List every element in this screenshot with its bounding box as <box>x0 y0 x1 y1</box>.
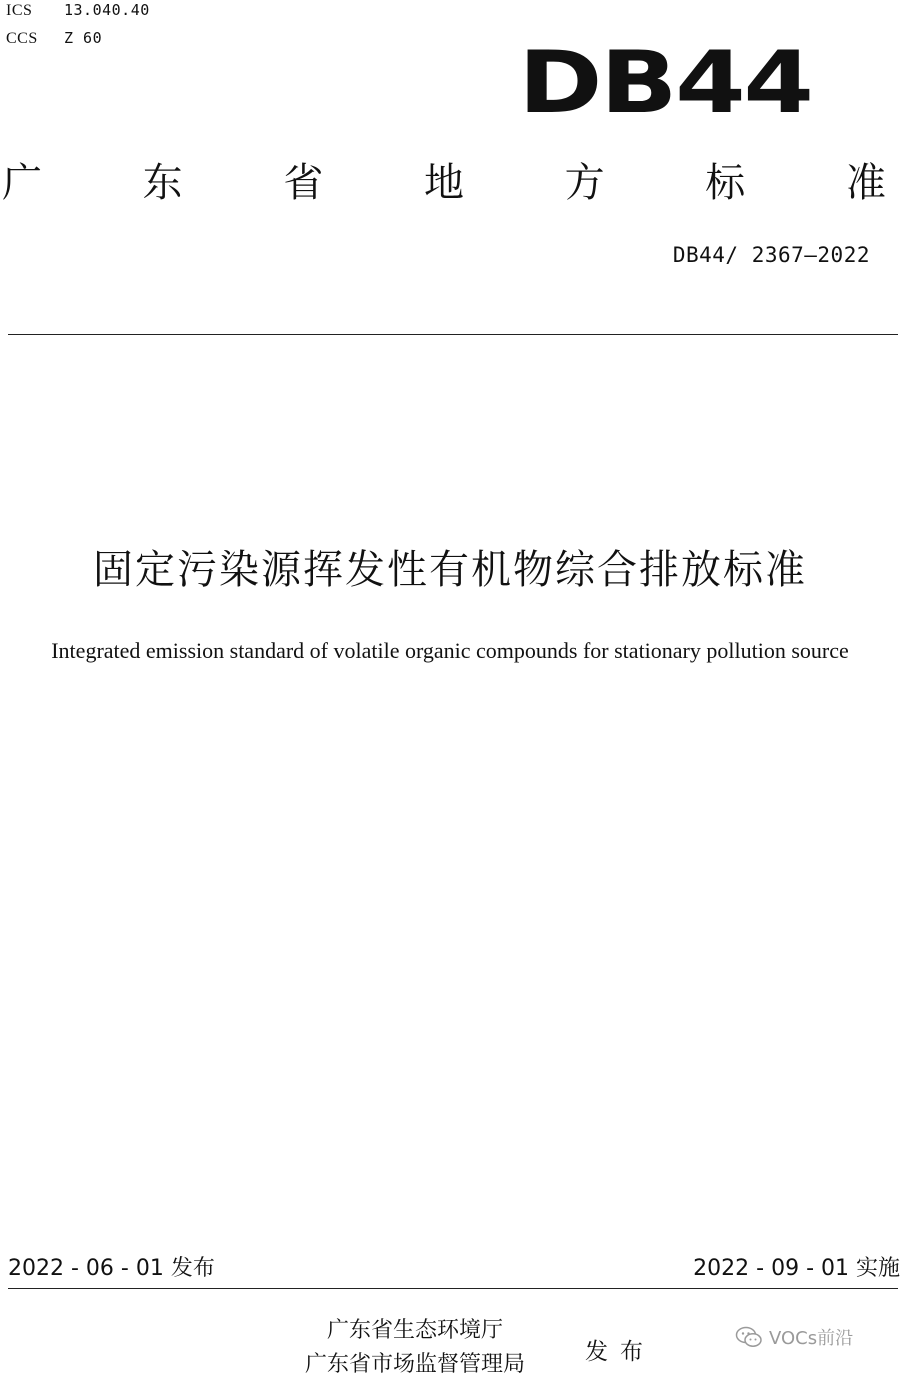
watermark-text: VOCs前沿 <box>769 1328 854 1349</box>
issuer-ecology-environment: 广东省生态环境厅 <box>326 1318 503 1343</box>
bottom-divider <box>8 1288 898 1289</box>
publish-label: 发布 <box>585 1339 655 1365</box>
ccs-value: Z 60 <box>64 29 103 47</box>
heading-char: 东 <box>142 160 183 206</box>
issue-date: 2022 - 06 - 01 发布 <box>8 1256 215 1281</box>
heading-char: 标 <box>705 160 746 206</box>
issuer-market-regulation: 广东省市场监督管理局 <box>304 1352 525 1377</box>
ics-label: ICS <box>6 2 33 19</box>
heading-char: 方 <box>564 160 605 206</box>
watermark <box>735 1324 853 1350</box>
standard-number: DB44/ 2367—2022 <box>672 243 870 267</box>
heading-char: 广 <box>2 160 42 206</box>
ics-value: 13.040.40 <box>64 1 150 19</box>
ccs-code <box>6 28 102 48</box>
top-divider <box>8 334 898 335</box>
ccs-label: CCS <box>6 30 38 47</box>
issuing-authorities <box>280 1314 550 1382</box>
heading-char: 地 <box>423 160 464 206</box>
heading-char: 省 <box>283 160 324 206</box>
heading-char: 准 <box>845 160 886 206</box>
wechat-icon <box>735 1326 763 1348</box>
title-chinese: 固定污染源挥发性有机物综合排放标准 <box>93 547 807 593</box>
effective-date: 2022 - 09 - 01 实施 <box>693 1256 900 1281</box>
title-english: Integrated emission standard of volatile organic compounds for stationary pollution source <box>51 638 849 663</box>
ics-code <box>6 0 150 20</box>
db44-logo: DB44 <box>518 33 812 133</box>
local-standard-heading <box>0 158 900 208</box>
